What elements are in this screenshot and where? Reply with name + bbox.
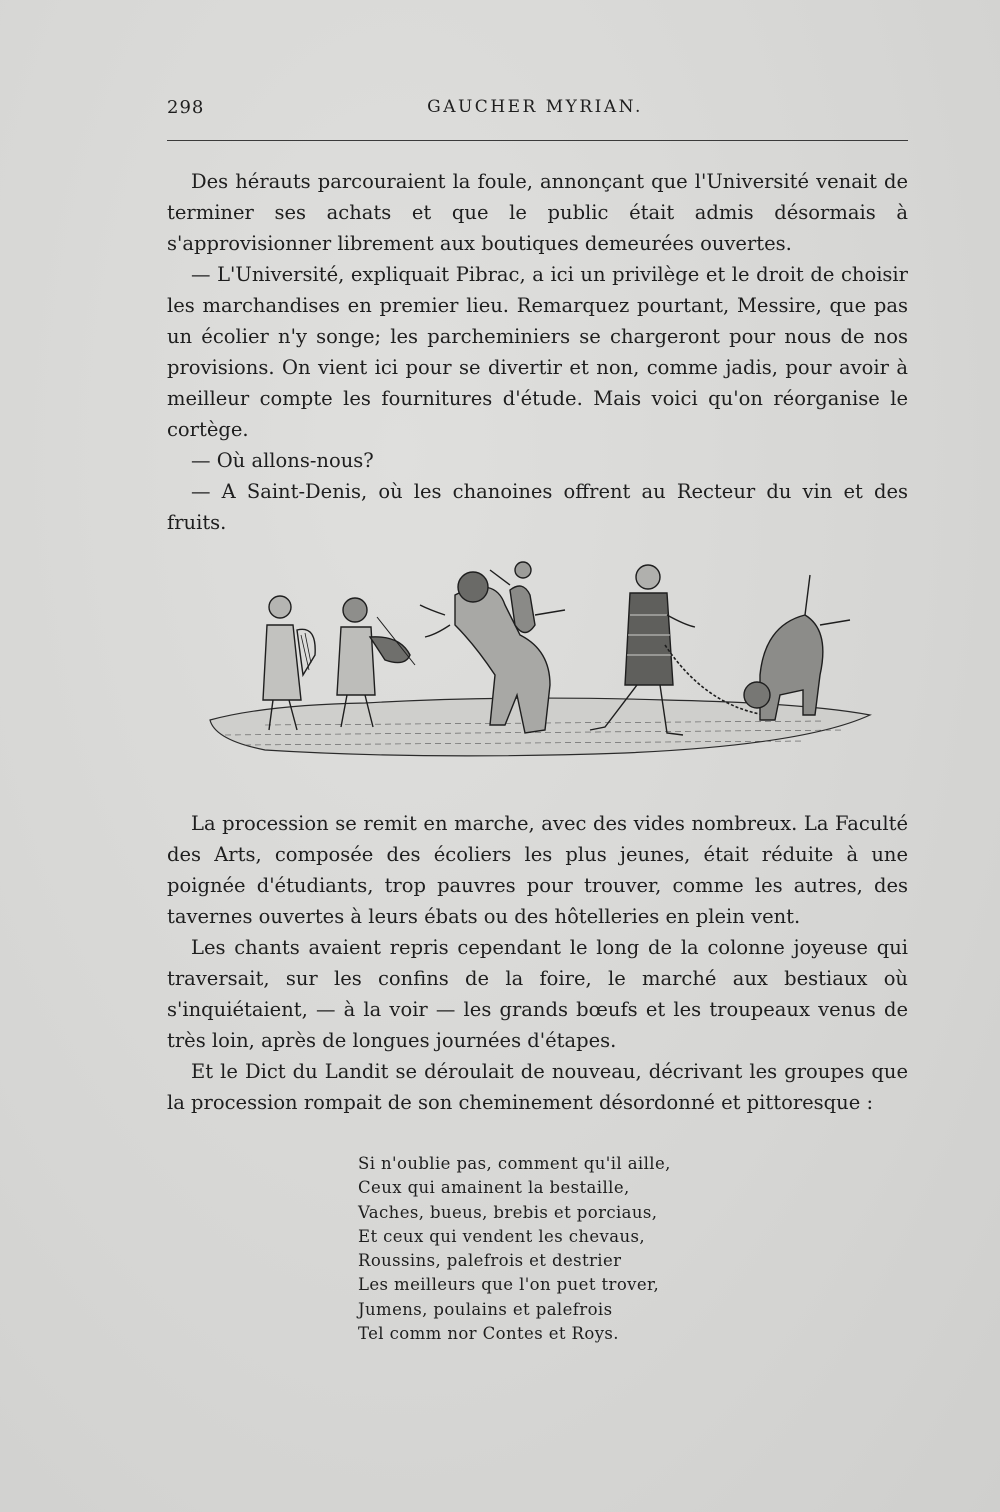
text-block-lower	[167, 808, 908, 1118]
paragraph: — A Saint-Denis, où les chanoines offrent au Recteur du vin et des fruits.	[167, 480, 908, 534]
medieval-procession-engraving-icon	[205, 555, 875, 770]
page-number: 298	[167, 97, 205, 118]
verse-line: Ceux qui amainent la bestaille,	[358, 1178, 630, 1198]
paragraph: — Où allons-nous?	[191, 449, 374, 472]
header-rule	[167, 140, 908, 141]
text-block-upper	[167, 166, 908, 538]
verse-line: Les meilleurs que l'on puet trover,	[358, 1275, 660, 1295]
paragraph: Les chants avaient repris cependant le long de la colonne joyeuse qui traversait, sur les confins de la foire, le marché aux bestiaux où s'inquiétaient, — à la voir — les grands bœufs et les troupeaux venus de très loin, après de longues journées d'étapes.	[167, 936, 908, 1052]
paragraph: Des hérauts parcouraient la foule, annonçant que l'Université venait de terminer ses achats et que le public était admis désormais à s'approvisionner librement aux boutiques demeurées ouvertes.	[167, 170, 908, 255]
verse-line: Tel comm nor Contes et Roys.	[358, 1324, 619, 1344]
paragraph: — L'Université, expliquait Pibrac, a ici un privilège et le droit de choisir les marchandises en premier lieu. Remarquez pourtant, Messire, que pas un écolier n'y songe; les parcheminiers se chargeront pour nous de nos provisions. On vient ici pour se divertir et non, comme jadis, pour avoir à meilleur compte les fournitures d'étude. Mais voici qu'on réorganise le cortège.	[167, 263, 908, 441]
paragraph: Et le Dict du Landit se déroulait de nouveau, décrivant les groupes que la procession rompait de son cheminement désordonné et pittoresque :	[167, 1060, 908, 1114]
verse-quotation	[358, 1152, 671, 1346]
paragraph: La procession se remit en marche, avec des vides nombreux. La Faculté des Arts, composée des écoliers les plus jeunes, était réduite à une poignée d'étudiants, trop pauvres pour trouver, comme les autres, des tavernes ouvertes à leurs ébats ou des hôtelleries en plein vent.	[167, 812, 908, 928]
running-title: GAUCHER MYRIAN.	[427, 97, 643, 117]
verse-line: Roussins, palefrois et destrier	[358, 1251, 622, 1271]
verse-line: Et ceux qui vendent les chevaus,	[358, 1226, 646, 1246]
verse-line: Jumens, poulains et palefrois	[358, 1299, 613, 1319]
verse-line: Vaches, bueus, brebis et porciaus,	[358, 1202, 658, 1222]
verse-line: Si n'oublie pas, comment qu'il aille,	[358, 1154, 671, 1173]
